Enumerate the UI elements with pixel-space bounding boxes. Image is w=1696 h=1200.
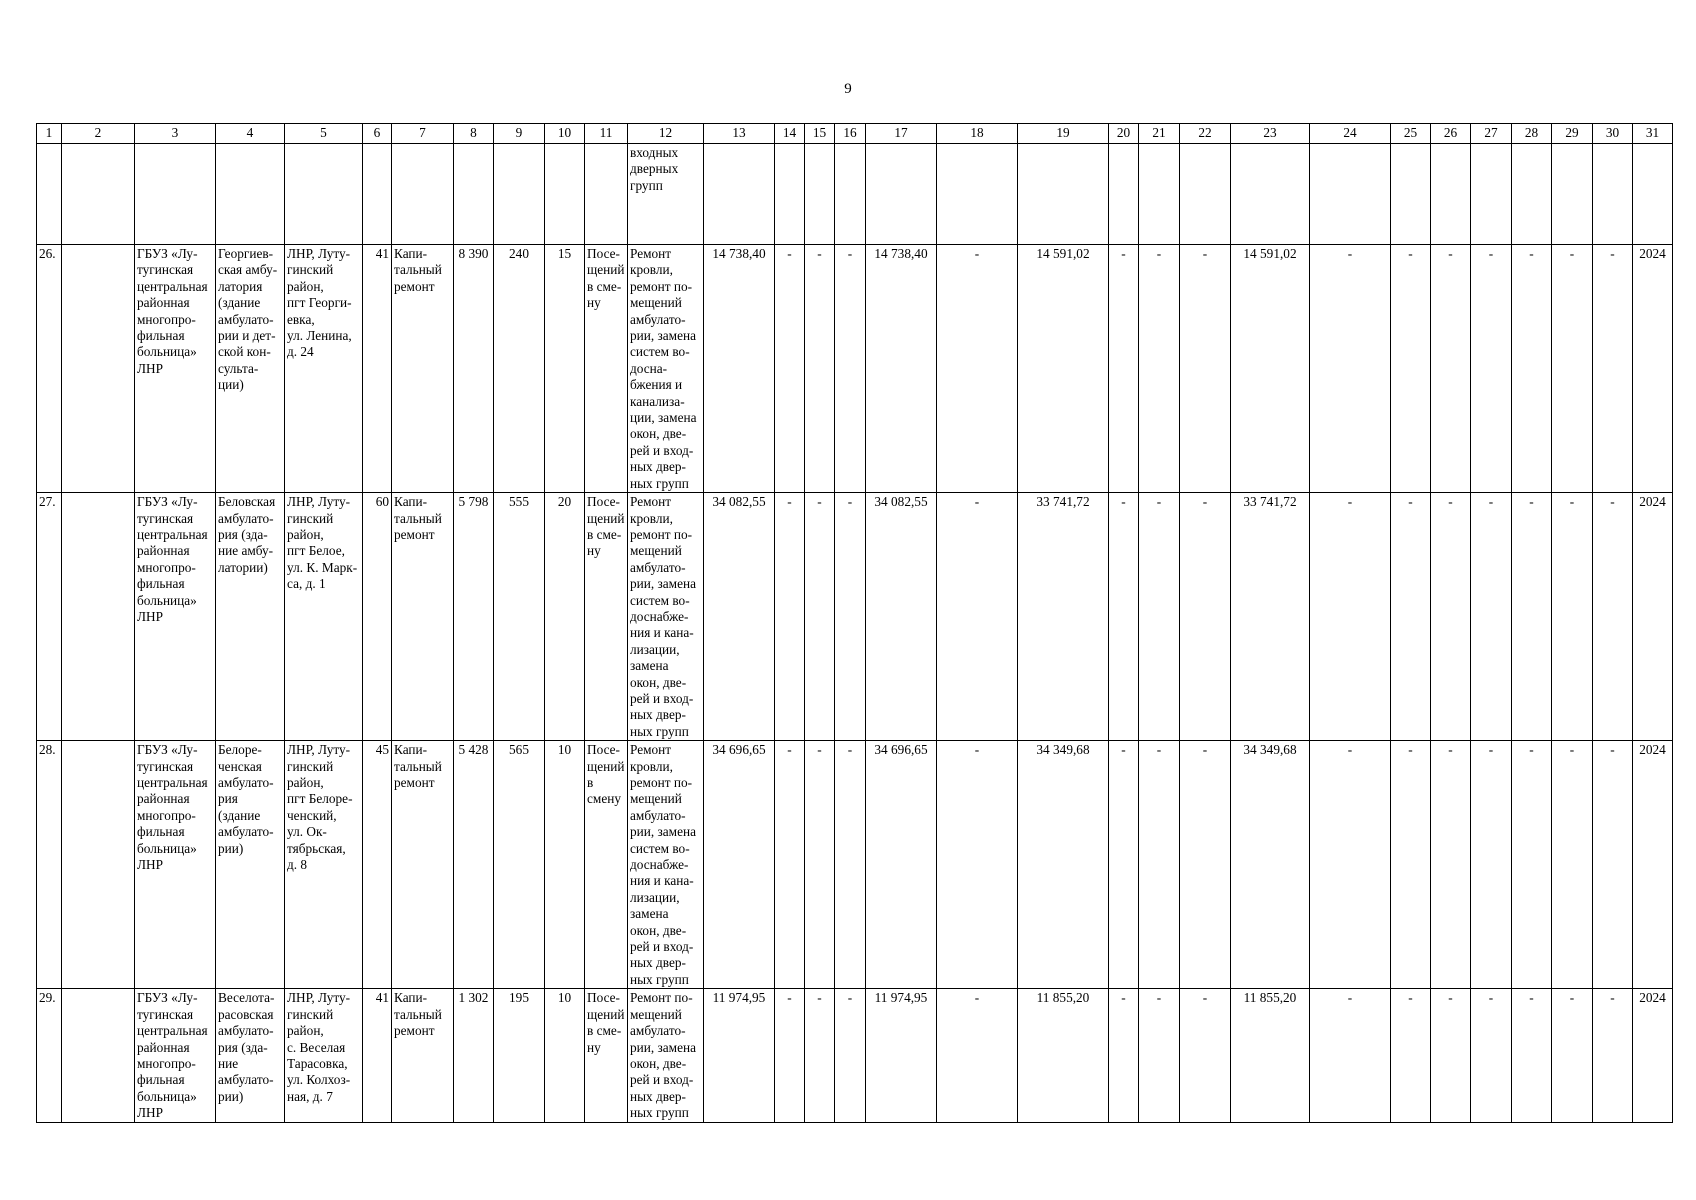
- column-29-cell: -: [1552, 989, 1593, 1122]
- column-6-value: 41: [363, 245, 392, 493]
- area-value: 5 428: [454, 741, 494, 989]
- column-15-cell: -: [805, 493, 835, 741]
- empty-cell: [835, 144, 866, 245]
- column-18-cell: -: [937, 741, 1018, 989]
- column-number-cell: 8: [454, 124, 494, 144]
- column-number-cell: 28: [1512, 124, 1552, 144]
- column-number-cell: 26: [1431, 124, 1471, 144]
- column-14-cell: -: [775, 741, 805, 989]
- column-30-cell: -: [1593, 245, 1633, 493]
- column-2-cell: [62, 989, 135, 1122]
- empty-cell: [1593, 144, 1633, 245]
- column-20-cell: -: [1109, 245, 1139, 493]
- cost-column-17: 34 082,55: [866, 493, 937, 741]
- column-22-cell: -: [1180, 989, 1231, 1122]
- column-22-cell: -: [1180, 493, 1231, 741]
- capacity-unit: Посе- щений в сме- ну: [585, 989, 628, 1122]
- facility-address: ЛНР, Луту- гинский район, с. Веселая Тарасовка, ул. Колхоз- ная, д. 7: [285, 989, 363, 1122]
- capacity-unit: Посе- щений в сме- ну: [585, 493, 628, 741]
- empty-cell: [866, 144, 937, 245]
- capacity-value: 565: [494, 741, 545, 989]
- column-number-cell: 22: [1180, 124, 1231, 144]
- column-22-cell: -: [1180, 741, 1231, 989]
- column-number-cell: 3: [135, 124, 216, 144]
- empty-cell: [585, 144, 628, 245]
- empty-cell: [1512, 144, 1552, 245]
- empty-cell: [937, 144, 1018, 245]
- work-description: Ремонт по- мещений амбулато- рии, замена окон, две- рей и вход- ных двер- ных групп: [628, 989, 704, 1122]
- page-number: 9: [844, 81, 852, 97]
- facility-address: ЛНР, Луту- гинский район, пгт Белоре- ченский, ул. Ок- тябрьская, д. 8: [285, 741, 363, 989]
- empty-cell: [1471, 144, 1512, 245]
- column-2-cell: [62, 493, 135, 741]
- facility-address: ЛНР, Луту- гинский район, пгт Георги- евка, ул. Ленина, д. 24: [285, 245, 363, 493]
- column-number-cell: 16: [835, 124, 866, 144]
- column-27-cell: -: [1471, 493, 1512, 741]
- column-2-cell: [62, 741, 135, 989]
- empty-cell: [1231, 144, 1310, 245]
- cost-column-17: 11 974,95: [866, 989, 937, 1122]
- cost-column-17: 34 696,65: [866, 741, 937, 989]
- column-28-cell: -: [1512, 493, 1552, 741]
- column-30-cell: -: [1593, 741, 1633, 989]
- year-cell: 2024: [1633, 989, 1673, 1122]
- work-description: Ремонт кровли, ремонт по- мещений амбулато- рии, замена систем во- досна- бжения и канализа- ции, замена окон, две- рей и вход- ных двер- ных групп: [628, 245, 704, 493]
- column-number-cell: 12: [628, 124, 704, 144]
- column-25-cell: -: [1391, 245, 1431, 493]
- column-28-cell: -: [1512, 741, 1552, 989]
- year-cell: 2024: [1633, 493, 1673, 741]
- empty-cell: [1431, 144, 1471, 245]
- empty-cell: [363, 144, 392, 245]
- column-16-cell: -: [835, 245, 866, 493]
- empty-cell: [216, 144, 285, 245]
- area-value: 1 302: [454, 989, 494, 1122]
- column-29-cell: -: [1552, 493, 1593, 741]
- column-number-cell: 7: [392, 124, 454, 144]
- cost-column-23: 33 741,72: [1231, 493, 1310, 741]
- column-21-cell: -: [1139, 493, 1180, 741]
- empty-cell: [1391, 144, 1431, 245]
- column-number-row: [37, 124, 1673, 144]
- total-cost: 34 696,65: [704, 741, 775, 989]
- table-row: [37, 741, 1673, 989]
- year-cell: 2024: [1633, 245, 1673, 493]
- column-27-cell: -: [1471, 989, 1512, 1122]
- column-14-cell: -: [775, 989, 805, 1122]
- area-value: 8 390: [454, 245, 494, 493]
- cost-column-23: 34 349,68: [1231, 741, 1310, 989]
- cost-column-19: 34 349,68: [1018, 741, 1109, 989]
- empty-cell: [37, 144, 62, 245]
- column-18-cell: -: [937, 245, 1018, 493]
- column-18-cell: -: [937, 493, 1018, 741]
- work-type: Капи- тальный ремонт: [392, 245, 454, 493]
- empty-cell: [494, 144, 545, 245]
- column-20-cell: -: [1109, 989, 1139, 1122]
- work-type: Капи- тальный ремонт: [392, 493, 454, 741]
- empty-cell: [1633, 144, 1673, 245]
- column-14-cell: -: [775, 245, 805, 493]
- column-21-cell: -: [1139, 989, 1180, 1122]
- row-number: 26.: [37, 245, 62, 493]
- cost-column-23: 14 591,02: [1231, 245, 1310, 493]
- column-24-cell: -: [1310, 493, 1391, 741]
- column-26-cell: -: [1431, 493, 1471, 741]
- year-cell: 2024: [1633, 741, 1673, 989]
- column-22-cell: -: [1180, 245, 1231, 493]
- column-number-cell: 15: [805, 124, 835, 144]
- institution-name: ГБУЗ «Лу- тугинская центральная районная многопро- фильная больница» ЛНР: [135, 245, 216, 493]
- column-24-cell: -: [1310, 989, 1391, 1122]
- column-2-cell: [62, 245, 135, 493]
- empty-cell: [704, 144, 775, 245]
- column-24-cell: -: [1310, 245, 1391, 493]
- institution-name: ГБУЗ «Лу- тугинская центральная районная многопро- фильная больница» ЛНР: [135, 989, 216, 1122]
- column-number-cell: 17: [866, 124, 937, 144]
- column-number-cell: 10: [545, 124, 585, 144]
- table-row: [37, 245, 1673, 493]
- facility-name: Георгиев- ская амбу- латория (здание амбулато- рии и дет- ской кон- сульта- ции): [216, 245, 285, 493]
- column-number-cell: 29: [1552, 124, 1593, 144]
- column-26-cell: -: [1431, 245, 1471, 493]
- column-10-value: 10: [545, 741, 585, 989]
- column-16-cell: -: [835, 493, 866, 741]
- column-21-cell: -: [1139, 245, 1180, 493]
- capacity-value: 195: [494, 989, 545, 1122]
- register-table: [36, 123, 1673, 1123]
- row-number: 28.: [37, 741, 62, 989]
- column-number-cell: 19: [1018, 124, 1109, 144]
- column-29-cell: -: [1552, 741, 1593, 989]
- column-15-cell: -: [805, 245, 835, 493]
- empty-cell: [392, 144, 454, 245]
- empty-cell: [1139, 144, 1180, 245]
- column-number-cell: 9: [494, 124, 545, 144]
- area-value: 5 798: [454, 493, 494, 741]
- empty-cell: [135, 144, 216, 245]
- continuation-row: [37, 144, 1673, 245]
- column-number-cell: 11: [585, 124, 628, 144]
- column-14-cell: -: [775, 493, 805, 741]
- column-15-cell: -: [805, 989, 835, 1122]
- column-30-cell: -: [1593, 493, 1633, 741]
- column-number-cell: 30: [1593, 124, 1633, 144]
- empty-cell: [1310, 144, 1391, 245]
- column-21-cell: -: [1139, 741, 1180, 989]
- continuation-work-description: входных дверных групп: [628, 144, 704, 245]
- column-30-cell: -: [1593, 989, 1633, 1122]
- column-18-cell: -: [937, 989, 1018, 1122]
- column-25-cell: -: [1391, 493, 1431, 741]
- empty-cell: [775, 144, 805, 245]
- facility-address: ЛНР, Луту- гинский район, пгт Белое, ул. К. Марк- са, д. 1: [285, 493, 363, 741]
- column-27-cell: -: [1471, 741, 1512, 989]
- table-row: [37, 493, 1673, 741]
- column-16-cell: -: [835, 989, 866, 1122]
- column-number-cell: 2: [62, 124, 135, 144]
- cost-column-19: 14 591,02: [1018, 245, 1109, 493]
- capacity-value: 555: [494, 493, 545, 741]
- column-10-value: 10: [545, 989, 585, 1122]
- column-number-cell: 24: [1310, 124, 1391, 144]
- column-28-cell: -: [1512, 245, 1552, 493]
- column-number-cell: 23: [1231, 124, 1310, 144]
- column-number-cell: 25: [1391, 124, 1431, 144]
- cost-column-23: 11 855,20: [1231, 989, 1310, 1122]
- column-26-cell: -: [1431, 989, 1471, 1122]
- capacity-value: 240: [494, 245, 545, 493]
- empty-cell: [1109, 144, 1139, 245]
- empty-cell: [454, 144, 494, 245]
- capacity-unit: Посе- щений в сме- ну: [585, 245, 628, 493]
- total-cost: 14 738,40: [704, 245, 775, 493]
- cost-column-19: 33 741,72: [1018, 493, 1109, 741]
- column-number-cell: 5: [285, 124, 363, 144]
- column-16-cell: -: [835, 741, 866, 989]
- column-10-value: 15: [545, 245, 585, 493]
- row-number: 27.: [37, 493, 62, 741]
- cost-column-19: 11 855,20: [1018, 989, 1109, 1122]
- column-6-value: 60: [363, 493, 392, 741]
- column-number-cell: 4: [216, 124, 285, 144]
- column-15-cell: -: [805, 741, 835, 989]
- column-20-cell: -: [1109, 493, 1139, 741]
- total-cost: 34 082,55: [704, 493, 775, 741]
- institution-name: ГБУЗ «Лу- тугинская центральная районная многопро- фильная больница» ЛНР: [135, 741, 216, 989]
- institution-name: ГБУЗ «Лу- тугинская центральная районная многопро- фильная больница» ЛНР: [135, 493, 216, 741]
- column-10-value: 20: [545, 493, 585, 741]
- capacity-unit: Посе- щений в смену: [585, 741, 628, 989]
- work-type: Капи- тальный ремонт: [392, 741, 454, 989]
- work-description: Ремонт кровли, ремонт по- мещений амбулато- рии, замена систем во- доснабже- ния и кана- лизации, замена окон, две- рей и вход- ных двер- ных групп: [628, 741, 704, 989]
- column-28-cell: -: [1512, 989, 1552, 1122]
- column-29-cell: -: [1552, 245, 1593, 493]
- empty-cell: [1180, 144, 1231, 245]
- column-number-cell: 1: [37, 124, 62, 144]
- column-number-cell: 18: [937, 124, 1018, 144]
- column-number-cell: 21: [1139, 124, 1180, 144]
- work-type: Капи- тальный ремонт: [392, 989, 454, 1122]
- column-26-cell: -: [1431, 741, 1471, 989]
- cost-column-17: 14 738,40: [866, 245, 937, 493]
- empty-cell: [1552, 144, 1593, 245]
- column-number-cell: 6: [363, 124, 392, 144]
- row-number: 29.: [37, 989, 62, 1122]
- column-6-value: 45: [363, 741, 392, 989]
- column-number-cell: 20: [1109, 124, 1139, 144]
- empty-cell: [1018, 144, 1109, 245]
- column-6-value: 41: [363, 989, 392, 1122]
- facility-name: Веселота- расовская амбулато- рия (зда- ние амбулато- рии): [216, 989, 285, 1122]
- column-20-cell: -: [1109, 741, 1139, 989]
- column-number-cell: 31: [1633, 124, 1673, 144]
- column-number-cell: 13: [704, 124, 775, 144]
- facility-name: Белоре- ченская амбулато- рия (здание амбулато- рии): [216, 741, 285, 989]
- column-25-cell: -: [1391, 989, 1431, 1122]
- column-number-cell: 27: [1471, 124, 1512, 144]
- empty-cell: [545, 144, 585, 245]
- column-number-cell: 14: [775, 124, 805, 144]
- work-description: Ремонт кровли, ремонт по- мещений амбулато- рии, замена систем во- доснабже- ния и кана- лизации, замена окон, две- рей и вход- ных двер- ных групп: [628, 493, 704, 741]
- column-25-cell: -: [1391, 741, 1431, 989]
- empty-cell: [62, 144, 135, 245]
- total-cost: 11 974,95: [704, 989, 775, 1122]
- column-24-cell: -: [1310, 741, 1391, 989]
- table-row: [37, 989, 1673, 1122]
- facility-name: Беловская амбулато- рия (зда- ние амбу- латории): [216, 493, 285, 741]
- column-27-cell: -: [1471, 245, 1512, 493]
- empty-cell: [285, 144, 363, 245]
- empty-cell: [805, 144, 835, 245]
